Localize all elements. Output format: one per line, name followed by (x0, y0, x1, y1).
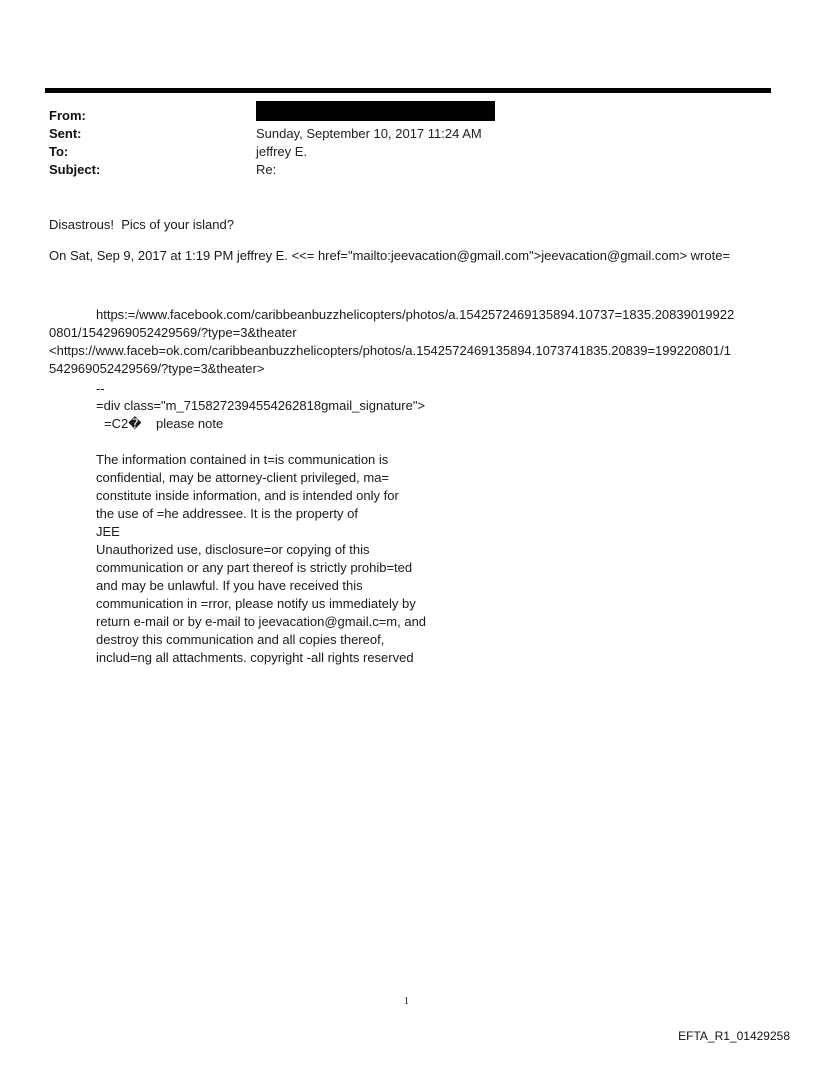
sig-note-line: =C2� please note (104, 416, 224, 431)
url-line-4: 542969052429569/?type=3&theater> (49, 361, 265, 376)
sig-line: includ=ng all attachments. copyright -all rights reserved (96, 650, 414, 665)
sig-line: and may be unlawful. If you have received this (96, 578, 363, 593)
sig-line: constitute inside information, and is intended only for (96, 488, 399, 503)
to-value: jeffrey E. (256, 144, 308, 159)
sig-line: communication or any part thereof is strictly prohib=ted (96, 560, 413, 575)
sig-line: The information contained in t=is communication is (96, 452, 389, 467)
sig-line: the use of =he addressee. It is the property of (96, 506, 358, 521)
body-line-1: Disastrous! Pics of your island? (49, 217, 234, 232)
page-number: 1 (404, 996, 409, 1007)
document-id: EFTA_R1_01429258 (678, 1029, 790, 1043)
sig-line: communication in =rror, please notify us immediately by (96, 596, 416, 611)
body-line-2: On Sat, Sep 9, 2017 at 1:19 PM jeffrey E. <<= href="mailto:jeevacation@gmail.com">jeevacation@gmail.com> wrote= (49, 248, 731, 263)
header-rule (45, 88, 771, 93)
url-line-2: 0801/1542969052429569/?type=3&theater (49, 325, 297, 340)
sig-line: destroy this communication and all copies thereof, (96, 632, 385, 647)
url-line-3: <https://www.faceb=ok.com/caribbeanbuzzhelicopters/photos/a.1542572469135894.1073741835.20839=199220801/1 (49, 343, 731, 358)
sig-div-line: =div class="m_7158272394554262818gmail_signature"> (96, 398, 426, 413)
sig-line: confidential, may be attorney-client privileged, ma= (96, 470, 390, 485)
to-label: To: (49, 144, 69, 159)
sig-line: JEE (96, 524, 120, 539)
url-line-1: https:=/www.facebook.com/caribbeanbuzzhelicopters/photos/a.1542572469135894.10737=1835.20839019922 (96, 307, 735, 322)
sig-dash: -- (96, 381, 105, 396)
subject-label: Subject: (49, 162, 101, 177)
redaction-box (256, 101, 495, 121)
from-label: From: (49, 108, 86, 123)
subject-value: Re: (256, 162, 277, 177)
sent-value: Sunday, September 10, 2017 11:24 AM (256, 126, 482, 141)
sig-line: return e-mail or by e-mail to jeevacation@gmail.c=m, and (96, 614, 427, 629)
sent-label: Sent: (49, 126, 82, 141)
sig-line: Unauthorized use, disclosure=or copying of this (96, 542, 370, 557)
